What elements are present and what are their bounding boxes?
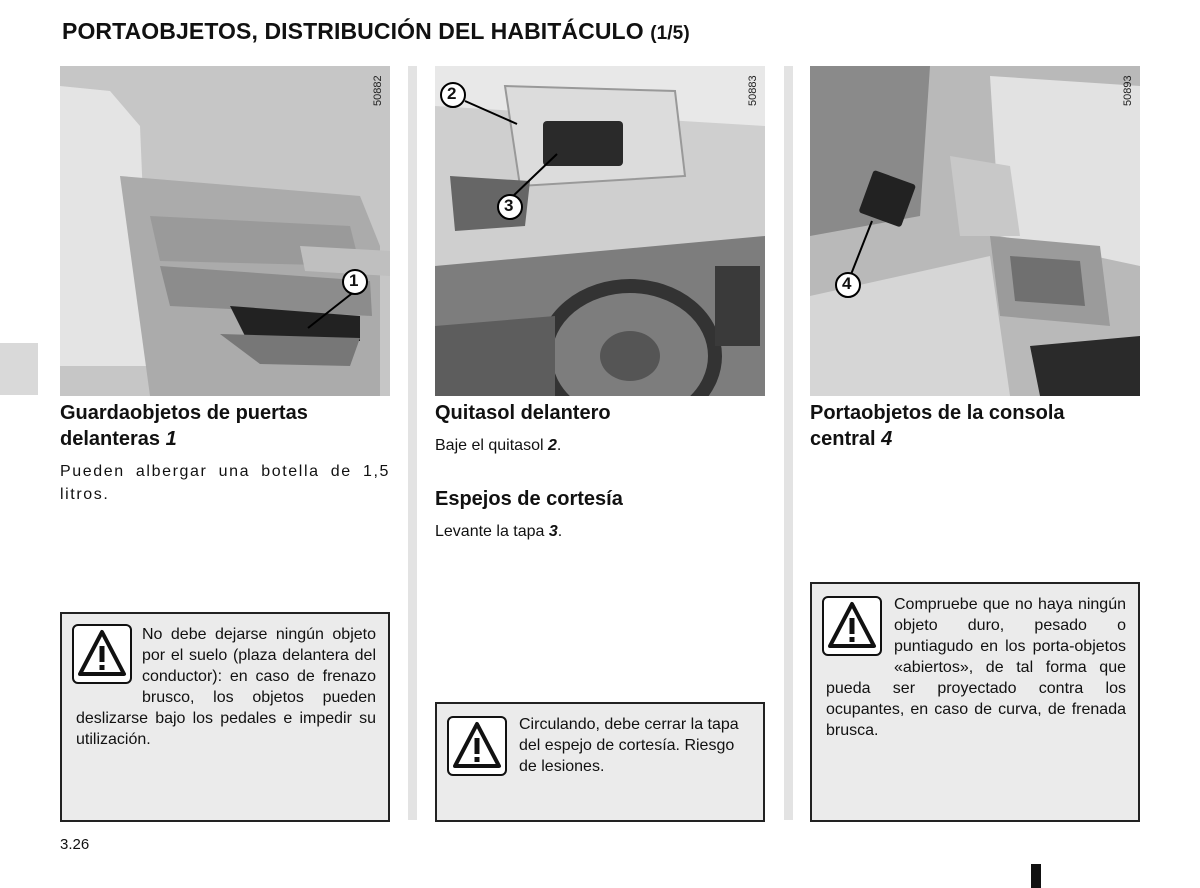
door-storage-illustration xyxy=(60,66,390,396)
warning-text: Compruebe que no haya ningún objeto duro, pesado o puntiagudo en los porta-objetos «abiertos», de tal forma que pueda ser proyectado contra los ocupantes, en caso de curva, de frenada brusca. xyxy=(826,596,1126,739)
page-title: PORTAOBJETOS, DISTRIBUCIÓN DEL HABITÁCULO (1/5) xyxy=(62,18,690,44)
warning-text: Circulando, debe cerrar la tapa del espejo de cortesía. Riesgo de lesiones. xyxy=(519,716,739,775)
section-body-2: Levante la tapa 3. xyxy=(435,523,563,540)
callout-4: 4 xyxy=(842,274,852,293)
warning-triangle-icon xyxy=(447,716,507,776)
section-body: Pueden albergar una botella de 1,5 litros. xyxy=(60,463,390,503)
page-number: 3.26 xyxy=(60,836,90,853)
section-tab xyxy=(0,343,38,395)
warning-box xyxy=(435,702,765,822)
page-edge-marker xyxy=(1031,864,1041,888)
callout-1: 1 xyxy=(349,271,359,290)
section-body: Baje el quitasol 2. xyxy=(435,437,562,454)
section-heading: Guardaobjetos de puertas delanteras 1 xyxy=(60,402,308,450)
warning-text: No debe dejarse ningún objeto por el suelo (plaza delantera del conductor): en caso de frenazo brusco, los objetos pueden deslizarse bajo los pedales e impedir su utilización. xyxy=(76,626,376,748)
sun-visor-illustration xyxy=(435,66,765,396)
image-code: 50882 xyxy=(372,75,384,106)
section-heading: Portaobjetos de la consola central 4 xyxy=(810,402,1065,450)
image-code: 50893 xyxy=(1122,75,1134,106)
page-of: (1/5) xyxy=(650,23,690,44)
section-heading: Quitasol delantero xyxy=(435,402,611,424)
column-divider xyxy=(408,66,417,820)
center-console-illustration xyxy=(810,66,1140,396)
warning-box xyxy=(810,582,1140,822)
column-divider xyxy=(784,66,793,820)
section-heading-2: Espejos de cortesía xyxy=(435,488,623,510)
callout-3: 3 xyxy=(504,196,514,215)
callout-2: 2 xyxy=(447,84,457,103)
warning-box xyxy=(60,612,390,822)
image-code: 50883 xyxy=(747,75,759,106)
